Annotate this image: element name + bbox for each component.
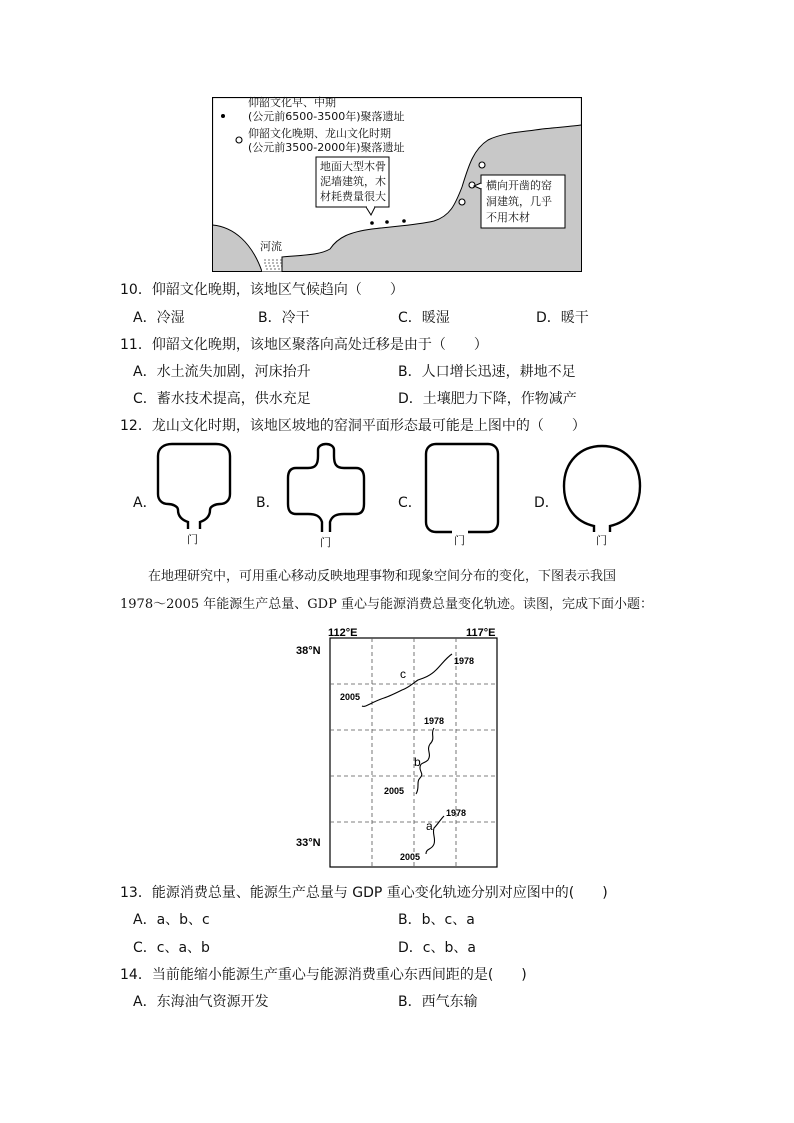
callout-right-line3: 不用木材 xyxy=(486,211,530,224)
q12-shape-a[interactable] xyxy=(150,440,240,552)
track-c-end: 2005 xyxy=(340,692,361,702)
q13-option-c[interactable]: C．c、a、b xyxy=(133,940,210,956)
q10-option-d[interactable]: D．暖干 xyxy=(536,310,589,326)
cave-outline-a xyxy=(158,444,230,529)
question-12 xyxy=(120,417,586,435)
lat-bottom-label: 33°N xyxy=(296,837,321,849)
cave-outline-d xyxy=(564,446,640,532)
callout-left-line3: 材耗费量很大 xyxy=(320,190,386,203)
track-b-end: 2005 xyxy=(384,786,405,796)
intro-line-1: 在地理研究中，可用重心移动反映地理事物和现象空间分布的变化，下图表示我国 xyxy=(148,569,617,584)
legend-early-name: 仰韶文化早、中期 xyxy=(248,96,336,109)
center-of-gravity-map xyxy=(294,624,506,870)
question-number: 11． xyxy=(120,337,152,353)
q10-option-b[interactable]: B．冷干 xyxy=(258,310,310,326)
question-number: 14． xyxy=(120,967,152,983)
cave-outline-b xyxy=(288,444,364,532)
question-stem: 仰韶文化晚期，该地区聚落向高处迁移是由于（ ） xyxy=(151,337,488,353)
legend-circle xyxy=(236,137,242,143)
question-stem: 龙山文化时期，该地区坡地的窑洞平面形态最可能是上图中的（ ） xyxy=(151,418,586,434)
q12-shape-d[interactable] xyxy=(556,440,652,552)
river-water xyxy=(262,259,284,272)
q11-option-a[interactable]: A．水土流失加剧，河床抬升 xyxy=(133,364,311,380)
lon-left-label: 112°E xyxy=(328,627,358,639)
q12-option-c-letter[interactable]: C． xyxy=(398,495,422,511)
intro-line-2: 1978～2005 年能源生产总量、GDP 重心与能源消费总量变化轨迹。读图，完成下面小题： xyxy=(120,597,653,612)
track-a-end: 2005 xyxy=(400,852,421,862)
legend-dot xyxy=(221,114,225,118)
legend-late-name: 仰韶文化晚期、龙山文化时期 xyxy=(248,127,391,140)
legend-early-period: (公元前6500-3500年)聚落遗址 xyxy=(248,110,405,123)
question-stem: 仰韶文化晚期，该地区气候趋向（ ） xyxy=(151,282,404,298)
question-10 xyxy=(120,281,404,299)
lat-top-label: 38°N xyxy=(296,645,321,657)
q11-option-d[interactable]: D．土壤肥力下降，作物减产 xyxy=(398,391,577,407)
q13-option-a[interactable]: A．a、b、c xyxy=(133,912,210,928)
question-14 xyxy=(120,966,527,984)
q12-option-a-letter[interactable]: A． xyxy=(133,495,157,511)
q13-option-d[interactable]: D．c、b、a xyxy=(398,940,476,956)
lon-right-label: 117°E xyxy=(466,627,496,639)
track-a-label: a xyxy=(426,819,433,833)
q12-option-d-letter[interactable]: D． xyxy=(534,495,559,511)
callout-right-line2: 洞建筑，几乎 xyxy=(486,195,552,208)
question-stem: 能源消费总量、能源生产总量与 GDP 重心变化轨迹分别对应图中的( ) xyxy=(151,885,608,901)
track-c-start: 1978 xyxy=(454,656,475,666)
q11-option-b[interactable]: B．人口增长迅速，耕地不足 xyxy=(398,364,576,380)
q10-option-a[interactable]: A．冷湿 xyxy=(133,310,185,326)
question-number: 12． xyxy=(120,418,152,434)
question-11 xyxy=(120,336,488,354)
map-frame xyxy=(330,638,497,867)
callout-left-line2: 泥墙建筑，木 xyxy=(320,175,386,188)
track-c-label: c xyxy=(400,667,406,681)
q13-option-b[interactable]: B．b、c、a xyxy=(398,912,475,928)
door-label-c: 门 xyxy=(454,535,465,547)
question-number: 13． xyxy=(120,885,152,901)
track-b-label: b xyxy=(414,755,421,769)
door-label-b: 门 xyxy=(320,537,331,549)
q10-option-c[interactable]: C．暖湿 xyxy=(398,310,450,326)
callout-right-line1: 横向开凿的窑 xyxy=(486,179,552,192)
cave-outline-c xyxy=(426,444,498,532)
q12-shape-b[interactable] xyxy=(280,440,380,552)
q14-option-a[interactable]: A．东海油气资源开发 xyxy=(133,994,269,1010)
door-label-d: 门 xyxy=(596,535,607,547)
callout-left-line1: 地面大型木骨 xyxy=(320,160,386,173)
question-13 xyxy=(120,884,608,902)
river-label: 河流 xyxy=(260,240,282,253)
q11-option-c[interactable]: C．蓄水技术提高，供水充足 xyxy=(133,391,311,407)
q12-option-b-letter[interactable]: B． xyxy=(256,495,280,511)
q12-shape-c[interactable] xyxy=(418,440,508,552)
map-svg xyxy=(294,624,506,870)
track-a-start: 1978 xyxy=(446,808,467,818)
settlement-cross-section-figure xyxy=(212,97,582,272)
question-number: 10． xyxy=(120,282,152,298)
q14-option-b[interactable]: B．西气东输 xyxy=(398,994,478,1010)
legend-late-period: (公元前3500-2000年)聚落遗址 xyxy=(248,141,405,154)
door-label-a: 门 xyxy=(187,534,198,546)
track-b-start: 1978 xyxy=(424,716,445,726)
question-stem: 当前能缩小能源生产重心与能源消费重心东西间距的是( ) xyxy=(151,967,527,983)
